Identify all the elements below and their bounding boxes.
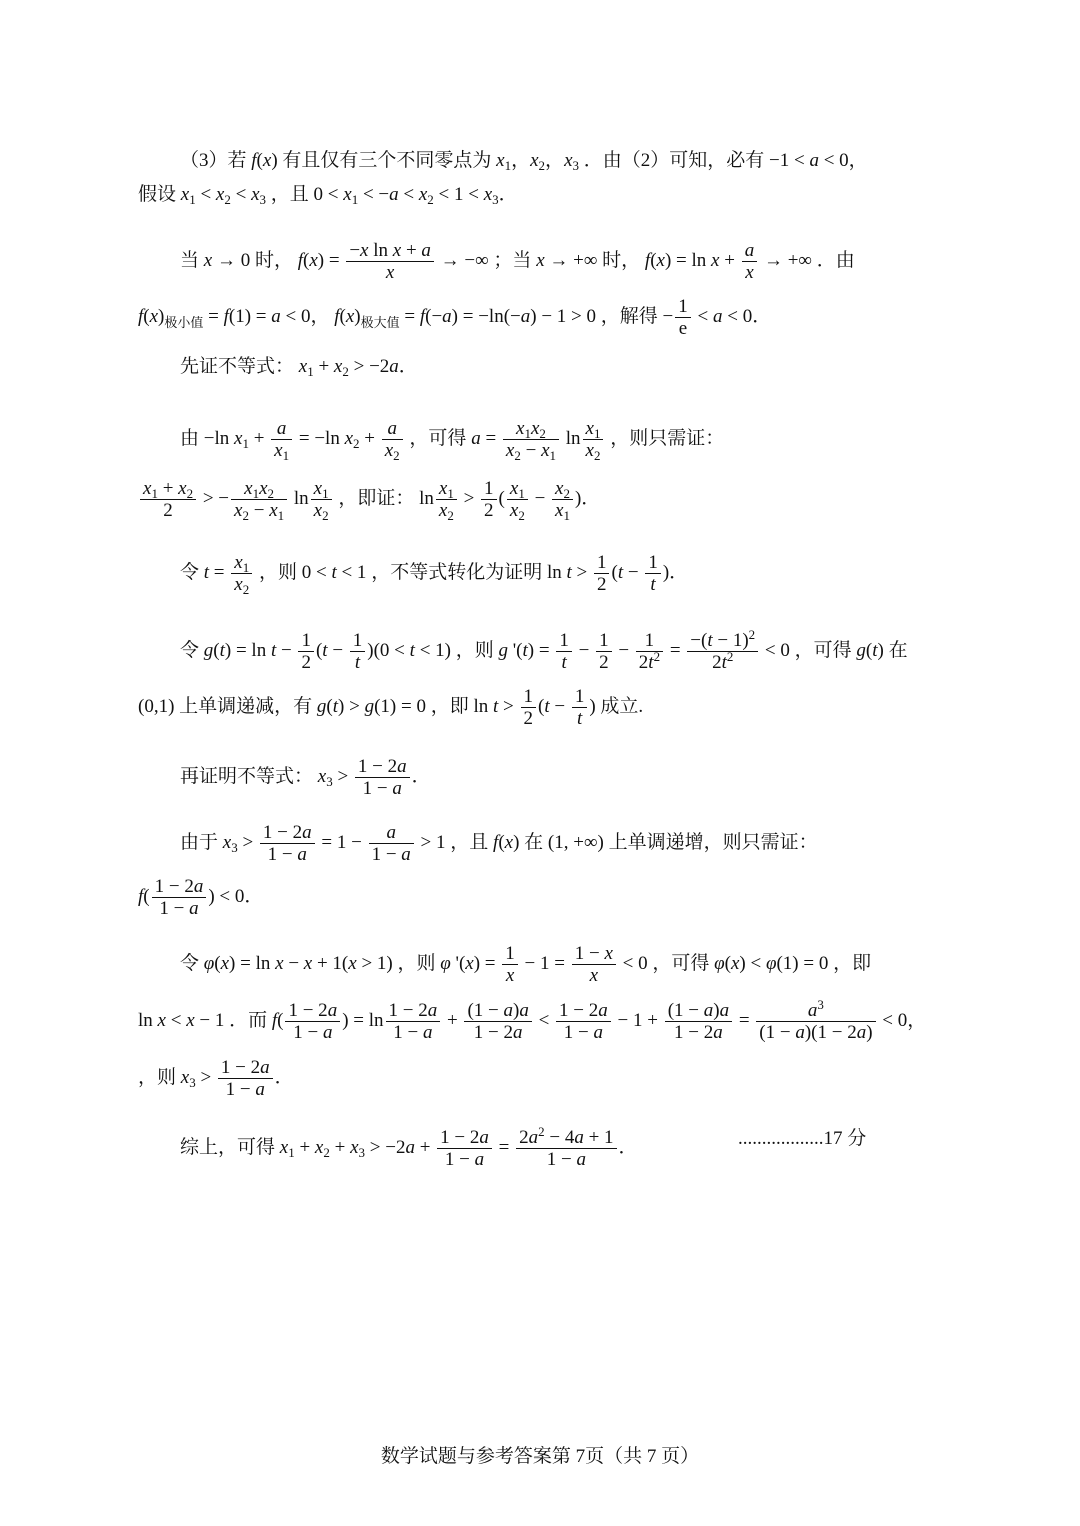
text: 令 xyxy=(180,639,200,661)
line-17: 综上，可得 $x_1 + x_2 + x_3 > -2a$ + $\frac{1 - 2a}{1 - a}$ = $\frac{2a^2 - 4a + 1}{1 - a}$ ． xyxy=(180,1124,638,1170)
line-4: $f(x)_{极小值} = f(1) = a < 0$， $f(x)_{极大值} = f(-a) = -\ln(-a) - 1 > 0$ ，解得 − $\frac{1}{e}$ < a < 0． xyxy=(138,296,772,339)
line-3: 当 x → 0 时， f(x) = $\frac{\text{−x ln x + a}}{x}$ → −∞ ；当 x → +∞ 时， f(x) = ln x + $\frac{a}{x}$ → +∞ ．由 xyxy=(180,240,855,283)
text: 假设 xyxy=(138,184,177,205)
line-13: f( $\frac{1 - 2a}{1 - a}$ ) < 0． xyxy=(138,876,264,919)
text: 在 xyxy=(524,831,544,853)
line-5: 先证不等式： $x_1 + x_2 > -2a$． xyxy=(180,356,418,379)
text: 由 xyxy=(180,427,200,449)
text: ，则 xyxy=(455,639,494,661)
score-text: ..................17 分 xyxy=(738,1128,867,1149)
line-12: 由于 $x_3$ > $\frac{1 - 2a}{1 - a}$ = 1 − $\frac{a}{1 - a}$ > 1 ，且 f(x) 在 (1, +∞) 上单调递增，则只需证： xyxy=(180,822,818,865)
text: ，且 xyxy=(270,184,309,205)
line-11: 再证明不等式： $x_3$ > $\frac{1 - 2a}{1 - a}$ ． xyxy=(180,756,431,799)
text: ．由 xyxy=(816,249,855,271)
line-14: 令 φ(x) = ln x − x + 1(x > 1) ，则 φ '(x) = $\frac{1}{x}$ − 1 = $\frac{1 - x}{x}$ < 0 ，可得 φ(x) < φ(1) = 0 ，即 xyxy=(180,943,872,986)
text: 综上，可得 xyxy=(180,1136,276,1158)
line-1: （3）若 f(x) 有且仅有三个不同零点为 $x_1$，$x_2$，$x_3$ ．由（2）可知，必有 −1 < a < 0， xyxy=(180,150,868,173)
line-10: (0,1) 上单调递减，有 g(t) > g(1) = 0 ，即 ln t > $\frac{1}{2}$ (t − $\frac{1}{t}$ ) 成立. xyxy=(138,686,644,729)
text: ，解得 xyxy=(600,305,658,327)
text: 有且仅有三个不同零点为 xyxy=(282,150,492,171)
text: ，则 xyxy=(397,952,436,974)
text: ，不等式转化为证明 xyxy=(371,561,543,583)
text: ；当 xyxy=(493,249,532,271)
text: ．而 xyxy=(229,1009,268,1031)
text: ，则 xyxy=(258,561,297,583)
page-footer: 数学试题与参考答案第 7页（共 7 页） xyxy=(380,1446,700,1467)
text: 上单调递减，有 xyxy=(179,695,313,717)
text: 极小值 xyxy=(164,314,204,330)
text: 由于 xyxy=(180,831,219,853)
text: 令 xyxy=(180,952,200,974)
text: ，则只需证： xyxy=(610,427,725,449)
line-6: 由 −ln $x_1$ + $\frac{a}{x_1}$ = −ln $x_2$ + $\frac{a}{x_2}$ ，可得 a = $\frac{x_1x_2}{x_2 - x_1}$ ln $\frac{x_1}{x_2}$ ，则只需证： xyxy=(180,418,725,463)
line-7: $\frac{x_1 + x_2}{2}$ > − $\frac{x_1x_2}{x_2 - x_1}$ ln $\frac{x_1}{x_2}$ ，即证： ln $\frac{x_1}{x_2}$ > $\frac{1}{2}$ ( $\frac{x_1}{x_2}$ − $\frac{x_2}{x_1}$ )． xyxy=(138,478,600,521)
text: ，则 xyxy=(138,1066,177,1088)
text: ，即证： xyxy=(338,487,415,509)
text: ，可得 xyxy=(794,639,852,661)
text: 极大值 xyxy=(360,314,400,330)
text: 先证不等式： xyxy=(180,356,295,377)
text: 在 xyxy=(888,639,908,661)
text: ，即 xyxy=(430,695,469,717)
text: ，即 xyxy=(833,952,872,974)
text: 当 xyxy=(180,249,200,271)
line-15: ln x < x − 1 ．而 f( $\frac{1 - 2a}{1 - a}$ ) = ln $\frac{1 - 2a}{1 - a}$ + $\frac{(1 - a)a}{1 - 2a}$ < $\frac{1 - 2a}{1 - a}$ − 1 + $\frac{(1 - a)a}{1 - 2a}$ = $\frac{a^3}{(1 - a)(1 - 2a)}$ < 0， xyxy=(138,997,927,1043)
text: 再证明不等式： xyxy=(180,765,314,787)
line-2: 假设 $x_1 < x_2 < x_3$ ，且 $0 < x_1 < -a < x_2 < 1 < x_3$． xyxy=(138,184,518,207)
text: 时， xyxy=(602,249,641,271)
line-8: 令 t = $\frac{x_1}{x_2}$ ，则 0 < t < 1 ，不等式转化为证明 ln t > $\frac{1}{2}$ (t − $\frac{1}{t}$ )． xyxy=(180,552,689,597)
text: 成立. xyxy=(600,695,644,717)
line-9: 令 g(t) = ln t − $\frac{1}{2}$ (t − $\frac{1}{t}$ )(0 < t < 1) ，则 g '(t) = $\frac{1}{t}$ − $\frac{1}{2}$ − $\frac{1}{2t^2}$ = $\frac{-(t - 1)^2}{2t^2}$ < 0 ，可得 g(t) 在 xyxy=(180,627,908,673)
text: 时， xyxy=(254,249,293,271)
text: 上单调递增，则只需证： xyxy=(608,831,818,853)
score-marker xyxy=(738,1127,866,1151)
text: ，可得 xyxy=(409,427,467,449)
text: ．由（2）可知，必有 xyxy=(583,150,765,171)
line-16: ，则 $x_3$ > $\frac{1 - 2a}{1 - a}$ ． xyxy=(138,1057,294,1100)
text: 令 xyxy=(180,561,200,583)
text: ，且 xyxy=(450,831,489,853)
text-part-3: （3）若 xyxy=(180,150,247,171)
text: ，可得 xyxy=(652,952,710,974)
